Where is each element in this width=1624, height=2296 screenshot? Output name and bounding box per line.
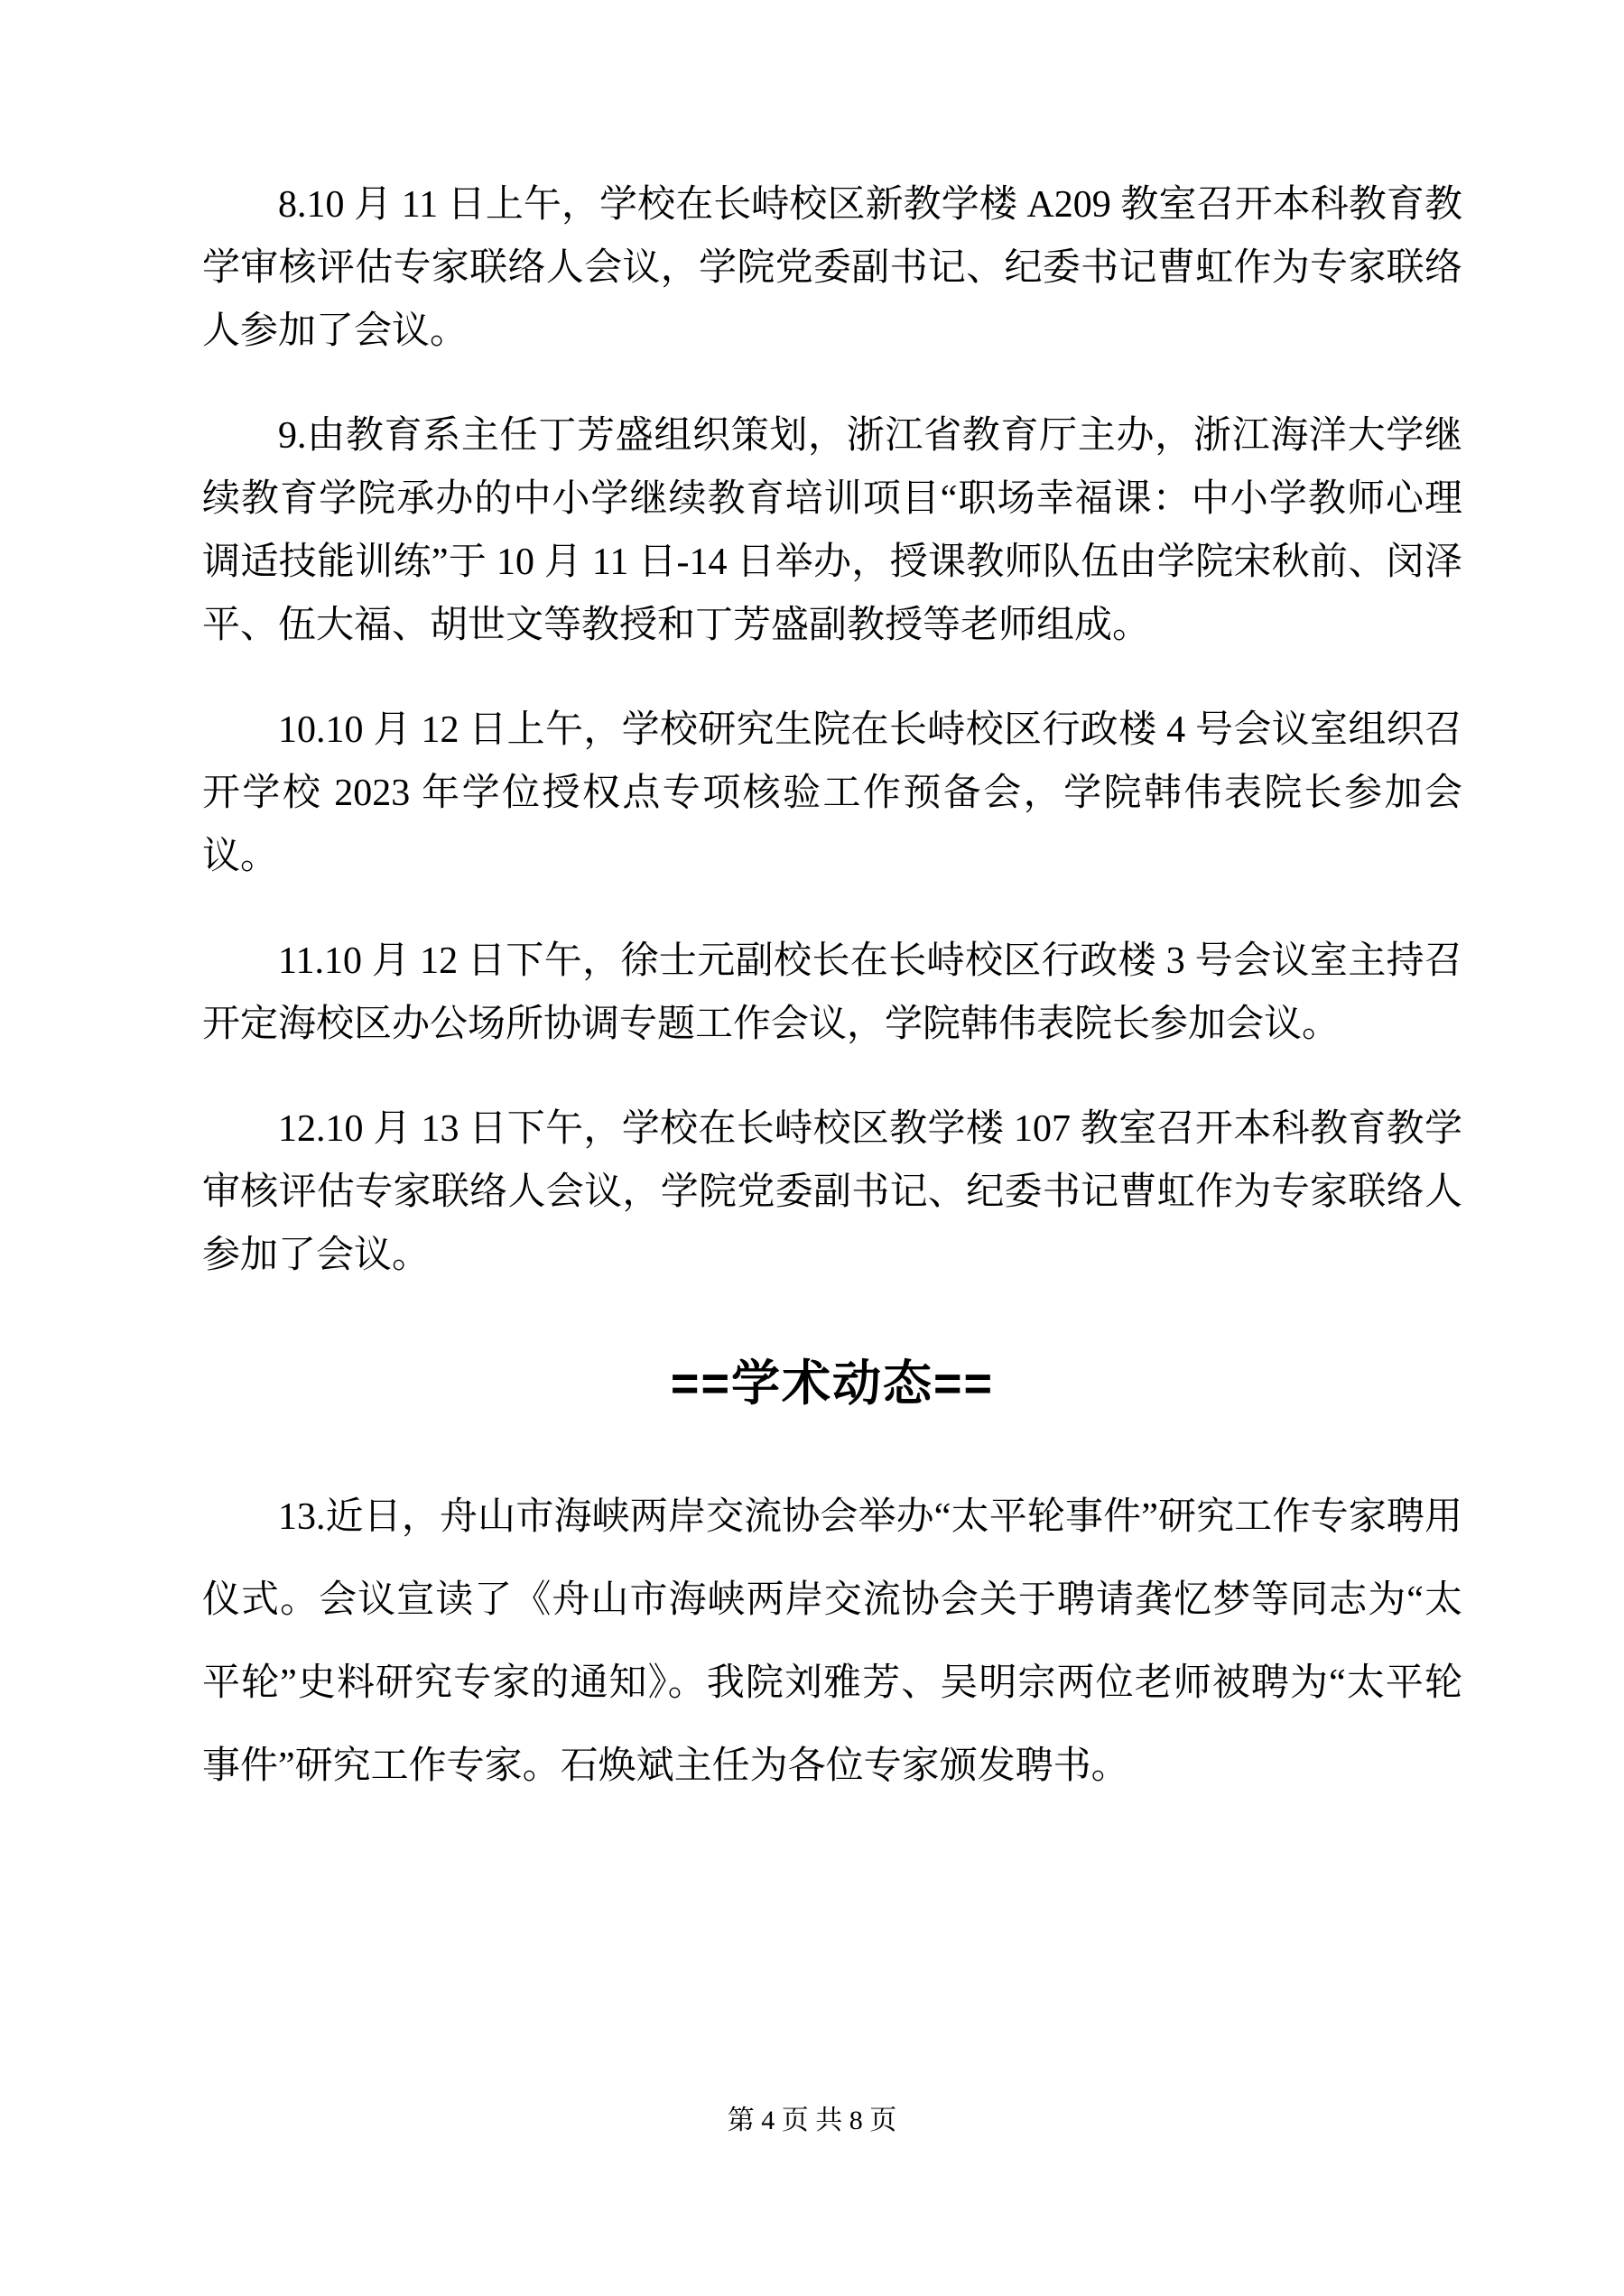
page-footer: 第 4 页 共 8 页: [727, 2106, 897, 2135]
section-heading-academic-news: ==学术动态==: [670, 1356, 995, 1411]
news-item-13: 13.近日，舟山市海峡两岸交流协会举办“太平轮事件”研究工作专家聘用仪式。会议宣读了《舟山市海峡两岸交流协会关于聘请龚忆梦等同志为“太平轮”史料研究专家的通知》。我院刘雅芳、吴明宗两位老师被聘为“太平轮事件”研究工作专家。石焕斌主任为各位专家颁发聘书。: [202, 1496, 1462, 1787]
news-item-11: 11.10 月 12 日下午，徐士元副校长在长峙校区行政楼 3 号会议室主持召开定海校区办公场所协调专题工作会议，学院韩伟表院长参加会议。: [202, 940, 1462, 1045]
news-item-8: 8.10 月 11 日上午，学校在长峙校区新教学楼 A209 教室召开本科教育教学审核评估专家联络人会议，学院党委副书记、纪委书记曹虹作为专家联络人参加了会议。: [202, 184, 1462, 352]
news-item-10: 10.10 月 12 日上午，学校研究生院在长峙校区行政楼 4 号会议室组织召开学校 2023 年学位授权点专项核验工作预备会，学院韩伟表院长参加会议。: [202, 709, 1462, 877]
news-item-9: 9.由教育系主任丁芳盛组织策划，浙江省教育厅主办，浙江海洋大学继续教育学院承办的中小学继续教育培训项目“职场幸福课：中小学教师心理调适技能训练”于 10 月 11 日-14 日举办，授课教师队伍由学院宋秋前、闵泽平、伍大福、胡世文等教授和丁芳盛副教授等老师组成。: [202, 415, 1462, 646]
news-item-12: 12.10 月 13 日下午，学校在长峙校区教学楼 107 教室召开本科教育教学审核评估专家联络人会议，学院党委副书记、纪委书记曹虹作为专家联络人参加了会议。: [202, 1108, 1462, 1276]
document-body: [202, 173, 1462, 1808]
